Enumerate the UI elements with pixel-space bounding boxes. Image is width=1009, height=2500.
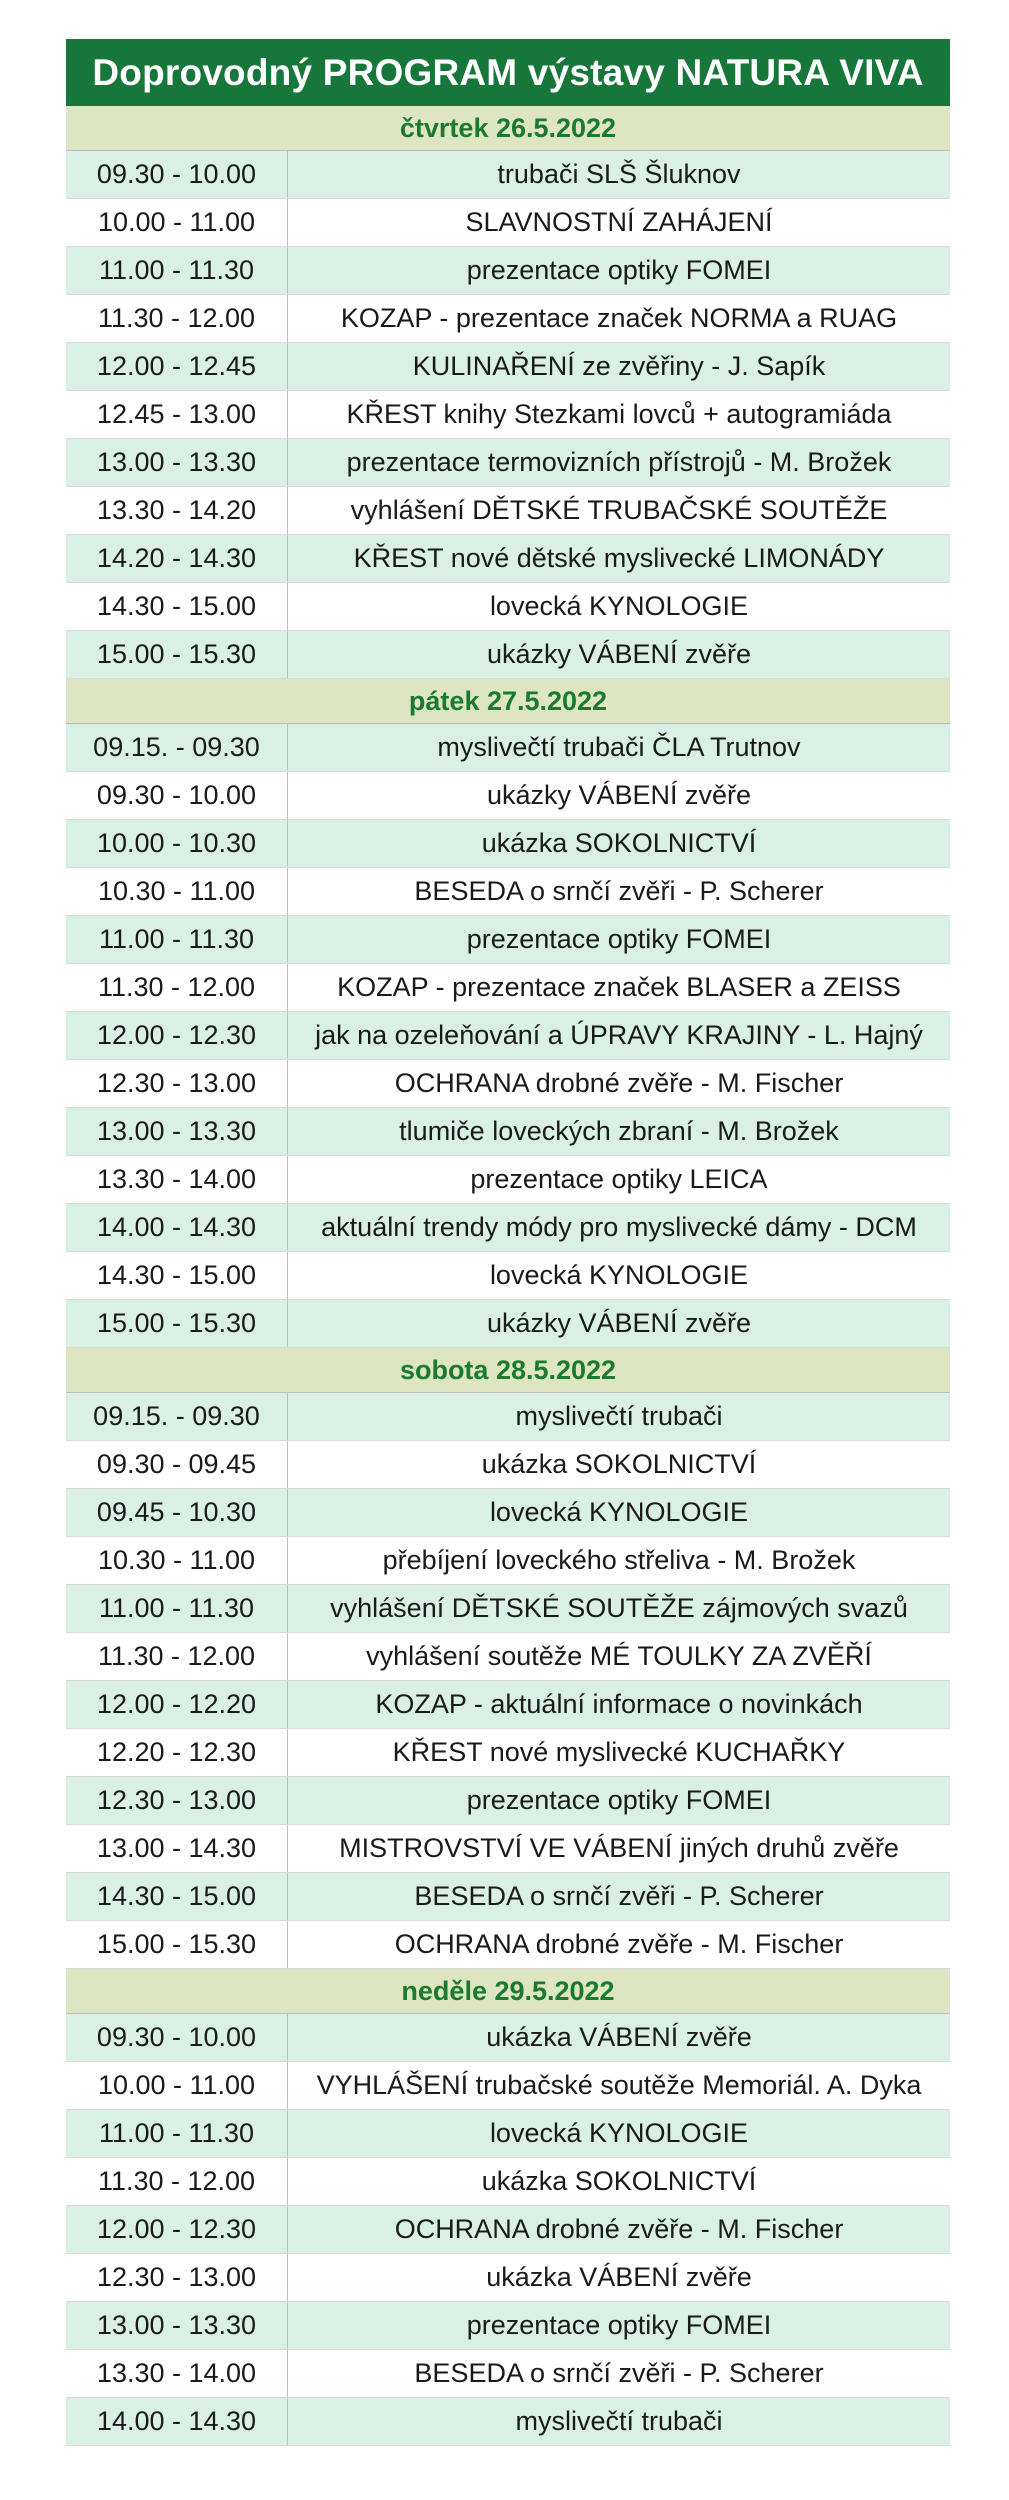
event-cell: vyhlášení DĚTSKÉ TRUBAČSKÉ SOUTĚŽE [350, 495, 888, 525]
event-cell: prezentace optiky LEICA [470, 1164, 768, 1194]
schedule-row [66, 868, 950, 916]
time-cell: 09.45 - 10.30 [66, 1489, 288, 1536]
schedule-row [66, 820, 950, 868]
event-cell: OCHRANA drobné zvěře - M. Fischer [394, 2214, 844, 2244]
time-cell: 09.30 - 10.00 [66, 2014, 288, 2061]
event-cell: VYHLÁŠENÍ trubačské soutěže Memoriál. A. Dyka [316, 2070, 922, 2100]
schedule-row [66, 2110, 950, 2158]
schedule-row [66, 1681, 950, 1729]
time-cell: 09.30 - 09.45 [66, 1441, 288, 1488]
event-cell: myslivečtí trubači [515, 1401, 723, 1431]
schedule-row [66, 2158, 950, 2206]
schedule-row [66, 1585, 950, 1633]
time-cell: 11.30 - 12.00 [66, 2158, 288, 2205]
schedule-row [66, 1393, 950, 1441]
time-cell: 14.00 - 14.30 [66, 2398, 288, 2445]
event-cell: lovecká KYNOLOGIE [489, 1260, 749, 1290]
schedule-row [66, 1060, 950, 1108]
time-cell: 12.00 - 12.45 [66, 343, 288, 390]
schedule-row [66, 2302, 950, 2350]
schedule-row [66, 1537, 950, 1585]
event-cell: KOZAP - prezentace značek BLASER a ZEISS [337, 972, 901, 1002]
schedule-row [66, 1108, 950, 1156]
time-cell: 12.30 - 13.00 [66, 1777, 288, 1824]
time-cell: 14.30 - 15.00 [66, 583, 288, 630]
schedule-row [66, 535, 950, 583]
days-container [66, 106, 950, 2446]
schedule-row [66, 916, 950, 964]
schedule-row [66, 1921, 950, 1969]
event-cell: lovecká KYNOLOGIE [489, 2118, 749, 2148]
event-cell: KŘEST knihy Stezkami lovců + autogramiáda [346, 399, 892, 429]
schedule-row [66, 439, 950, 487]
time-cell: 12.30 - 13.00 [66, 2254, 288, 2301]
schedule-row [66, 2398, 950, 2446]
event-cell: myslivečtí trubači ČLA Trutnov [437, 732, 801, 762]
time-cell: 11.30 - 12.00 [66, 295, 288, 342]
time-cell: 12.20 - 12.30 [66, 1729, 288, 1776]
event-cell: přebíjení loveckého střeliva - M. Brožek [382, 1545, 856, 1575]
event-cell: ukázka VÁBENÍ zvěře [486, 2262, 752, 2292]
time-cell: 09.30 - 10.00 [66, 772, 288, 819]
event-cell: vyhlášení soutěže MÉ TOULKY ZA ZVĚŘÍ [366, 1641, 872, 1671]
time-cell: 11.30 - 12.00 [66, 1633, 288, 1680]
schedule-row [66, 724, 950, 772]
day-section [66, 106, 950, 679]
schedule-row [66, 2014, 950, 2062]
schedule-row [66, 487, 950, 535]
time-cell: 13.30 - 14.00 [66, 1156, 288, 1203]
event-cell: KŘEST nové dětské myslivecké LIMONÁDY [353, 543, 885, 573]
day-section [66, 1969, 950, 2446]
event-cell: prezentace optiky FOMEI [466, 2310, 772, 2340]
time-cell: 14.00 - 14.30 [66, 1204, 288, 1251]
program-title: Doprovodný PROGRAM výstavy NATURA VIVA [66, 39, 950, 106]
time-cell: 09.15. - 09.30 [66, 724, 288, 771]
schedule-row [66, 1489, 950, 1537]
event-cell: ukázka SOKOLNICTVÍ [481, 828, 757, 858]
schedule-row [66, 199, 950, 247]
schedule-row [66, 631, 950, 679]
schedule-row [66, 343, 950, 391]
time-cell: 13.00 - 14.30 [66, 1825, 288, 1872]
event-cell: ukázka SOKOLNICTVÍ [481, 2166, 757, 2196]
event-cell: OCHRANA drobné zvěře - M. Fischer [394, 1068, 844, 1098]
schedule-row [66, 964, 950, 1012]
schedule-row [66, 2254, 950, 2302]
event-cell: tlumiče loveckých zbraní - M. Brožek [399, 1116, 839, 1146]
event-cell: jak na ozeleňování a ÚPRAVY KRAJINY - L. Hajný [315, 1020, 923, 1050]
event-cell: lovecká KYNOLOGIE [489, 1497, 749, 1527]
time-cell: 12.00 - 12.30 [66, 2206, 288, 2253]
event-cell: myslivečtí trubači [515, 2406, 723, 2436]
time-cell: 11.30 - 12.00 [66, 964, 288, 1011]
time-cell: 15.00 - 15.30 [66, 1300, 288, 1347]
day-header: sobota 28.5.2022 [66, 1348, 950, 1393]
time-cell: 11.00 - 11.30 [66, 247, 288, 294]
time-cell: 12.45 - 13.00 [66, 391, 288, 438]
day-section [66, 1348, 950, 1969]
time-cell: 12.30 - 13.00 [66, 1060, 288, 1107]
event-cell: KOZAP - aktuální informace o novinkách [375, 1689, 863, 1719]
schedule-row [66, 1873, 950, 1921]
time-cell: 13.00 - 13.30 [66, 439, 288, 486]
schedule-row [66, 1633, 950, 1681]
time-cell: 15.00 - 15.30 [66, 1921, 288, 1968]
time-cell: 10.00 - 10.30 [66, 820, 288, 867]
time-cell: 13.30 - 14.00 [66, 2350, 288, 2397]
time-cell: 12.00 - 12.20 [66, 1681, 288, 1728]
event-cell: aktuální trendy módy pro myslivecké dámy - DCM [321, 1212, 917, 1242]
schedule-row [66, 1777, 950, 1825]
time-cell: 11.00 - 11.30 [66, 2110, 288, 2157]
schedule-row [66, 583, 950, 631]
time-cell: 10.30 - 11.00 [66, 868, 288, 915]
schedule-row [66, 1156, 950, 1204]
schedule-row [66, 772, 950, 820]
schedule-row [66, 1441, 950, 1489]
event-cell: ukázky VÁBENÍ zvěře [486, 639, 752, 669]
time-cell: 09.30 - 10.00 [66, 151, 288, 198]
schedule-row [66, 295, 950, 343]
event-cell: lovecká KYNOLOGIE [489, 591, 749, 621]
event-cell: BESEDA o srnčí zvěři - P. Scherer [414, 2358, 824, 2388]
time-cell: 10.00 - 11.00 [66, 2062, 288, 2109]
schedule-row [66, 2062, 950, 2110]
schedule-row [66, 1204, 950, 1252]
event-cell: ukázky VÁBENÍ zvěře [486, 1308, 752, 1338]
time-cell: 11.00 - 11.30 [66, 916, 288, 963]
schedule-row [66, 391, 950, 439]
schedule-row [66, 1729, 950, 1777]
time-cell: 10.30 - 11.00 [66, 1537, 288, 1584]
time-cell: 13.00 - 13.30 [66, 1108, 288, 1155]
schedule-row [66, 1012, 950, 1060]
event-cell: KOZAP - prezentace značek NORMA a RUAG [340, 303, 898, 333]
day-header: pátek 27.5.2022 [66, 679, 950, 724]
schedule-row [66, 2206, 950, 2254]
schedule-row [66, 1252, 950, 1300]
schedule-row [66, 2350, 950, 2398]
day-header: čtvrtek 26.5.2022 [66, 106, 950, 151]
event-cell: MISTROVSTVÍ VE VÁBENÍ jiných druhů zvěře [339, 1833, 899, 1863]
event-cell: SLAVNOSTNÍ ZAHÁJENÍ [465, 207, 773, 237]
event-cell: trubači SLŠ Šluknov [497, 159, 741, 189]
event-cell: BESEDA o srnčí zvěři - P. Scherer [414, 1881, 824, 1911]
event-cell: BESEDA o srnčí zvěři - P. Scherer [414, 876, 824, 906]
time-cell: 13.00 - 13.30 [66, 2302, 288, 2349]
event-cell: prezentace optiky FOMEI [466, 924, 772, 954]
time-cell: 12.00 - 12.30 [66, 1012, 288, 1059]
time-cell: 09.15. - 09.30 [66, 1393, 288, 1440]
event-cell: vyhlášení DĚTSKÉ SOUTĚŽE zájmových svazů [330, 1593, 908, 1623]
program-schedule [66, 39, 950, 2446]
event-cell: OCHRANA drobné zvěře - M. Fischer [394, 1929, 844, 1959]
time-cell: 15.00 - 15.30 [66, 631, 288, 678]
event-cell: KŘEST nové myslivecké KUCHAŘKY [392, 1737, 846, 1767]
day-section [66, 679, 950, 1348]
schedule-row [66, 1300, 950, 1348]
time-cell: 11.00 - 11.30 [66, 1585, 288, 1632]
time-cell: 10.00 - 11.00 [66, 199, 288, 246]
schedule-row [66, 151, 950, 199]
time-cell: 14.30 - 15.00 [66, 1873, 288, 1920]
event-cell: prezentace optiky FOMEI [466, 255, 772, 285]
time-cell: 14.20 - 14.30 [66, 535, 288, 582]
schedule-row [66, 1825, 950, 1873]
schedule-row [66, 247, 950, 295]
event-cell: prezentace termovizních přístrojů - M. Brožek [346, 447, 892, 477]
event-cell: ukázka SOKOLNICTVÍ [481, 1449, 757, 1479]
event-cell: ukázky VÁBENÍ zvěře [486, 780, 752, 810]
time-cell: 14.30 - 15.00 [66, 1252, 288, 1299]
day-header: neděle 29.5.2022 [66, 1969, 950, 2014]
event-cell: KULINAŘENÍ ze zvěřiny - J. Sapík [412, 351, 826, 381]
event-cell: ukázka VÁBENÍ zvěře [486, 2022, 752, 2052]
event-cell: prezentace optiky FOMEI [466, 1785, 772, 1815]
time-cell: 13.30 - 14.20 [66, 487, 288, 534]
